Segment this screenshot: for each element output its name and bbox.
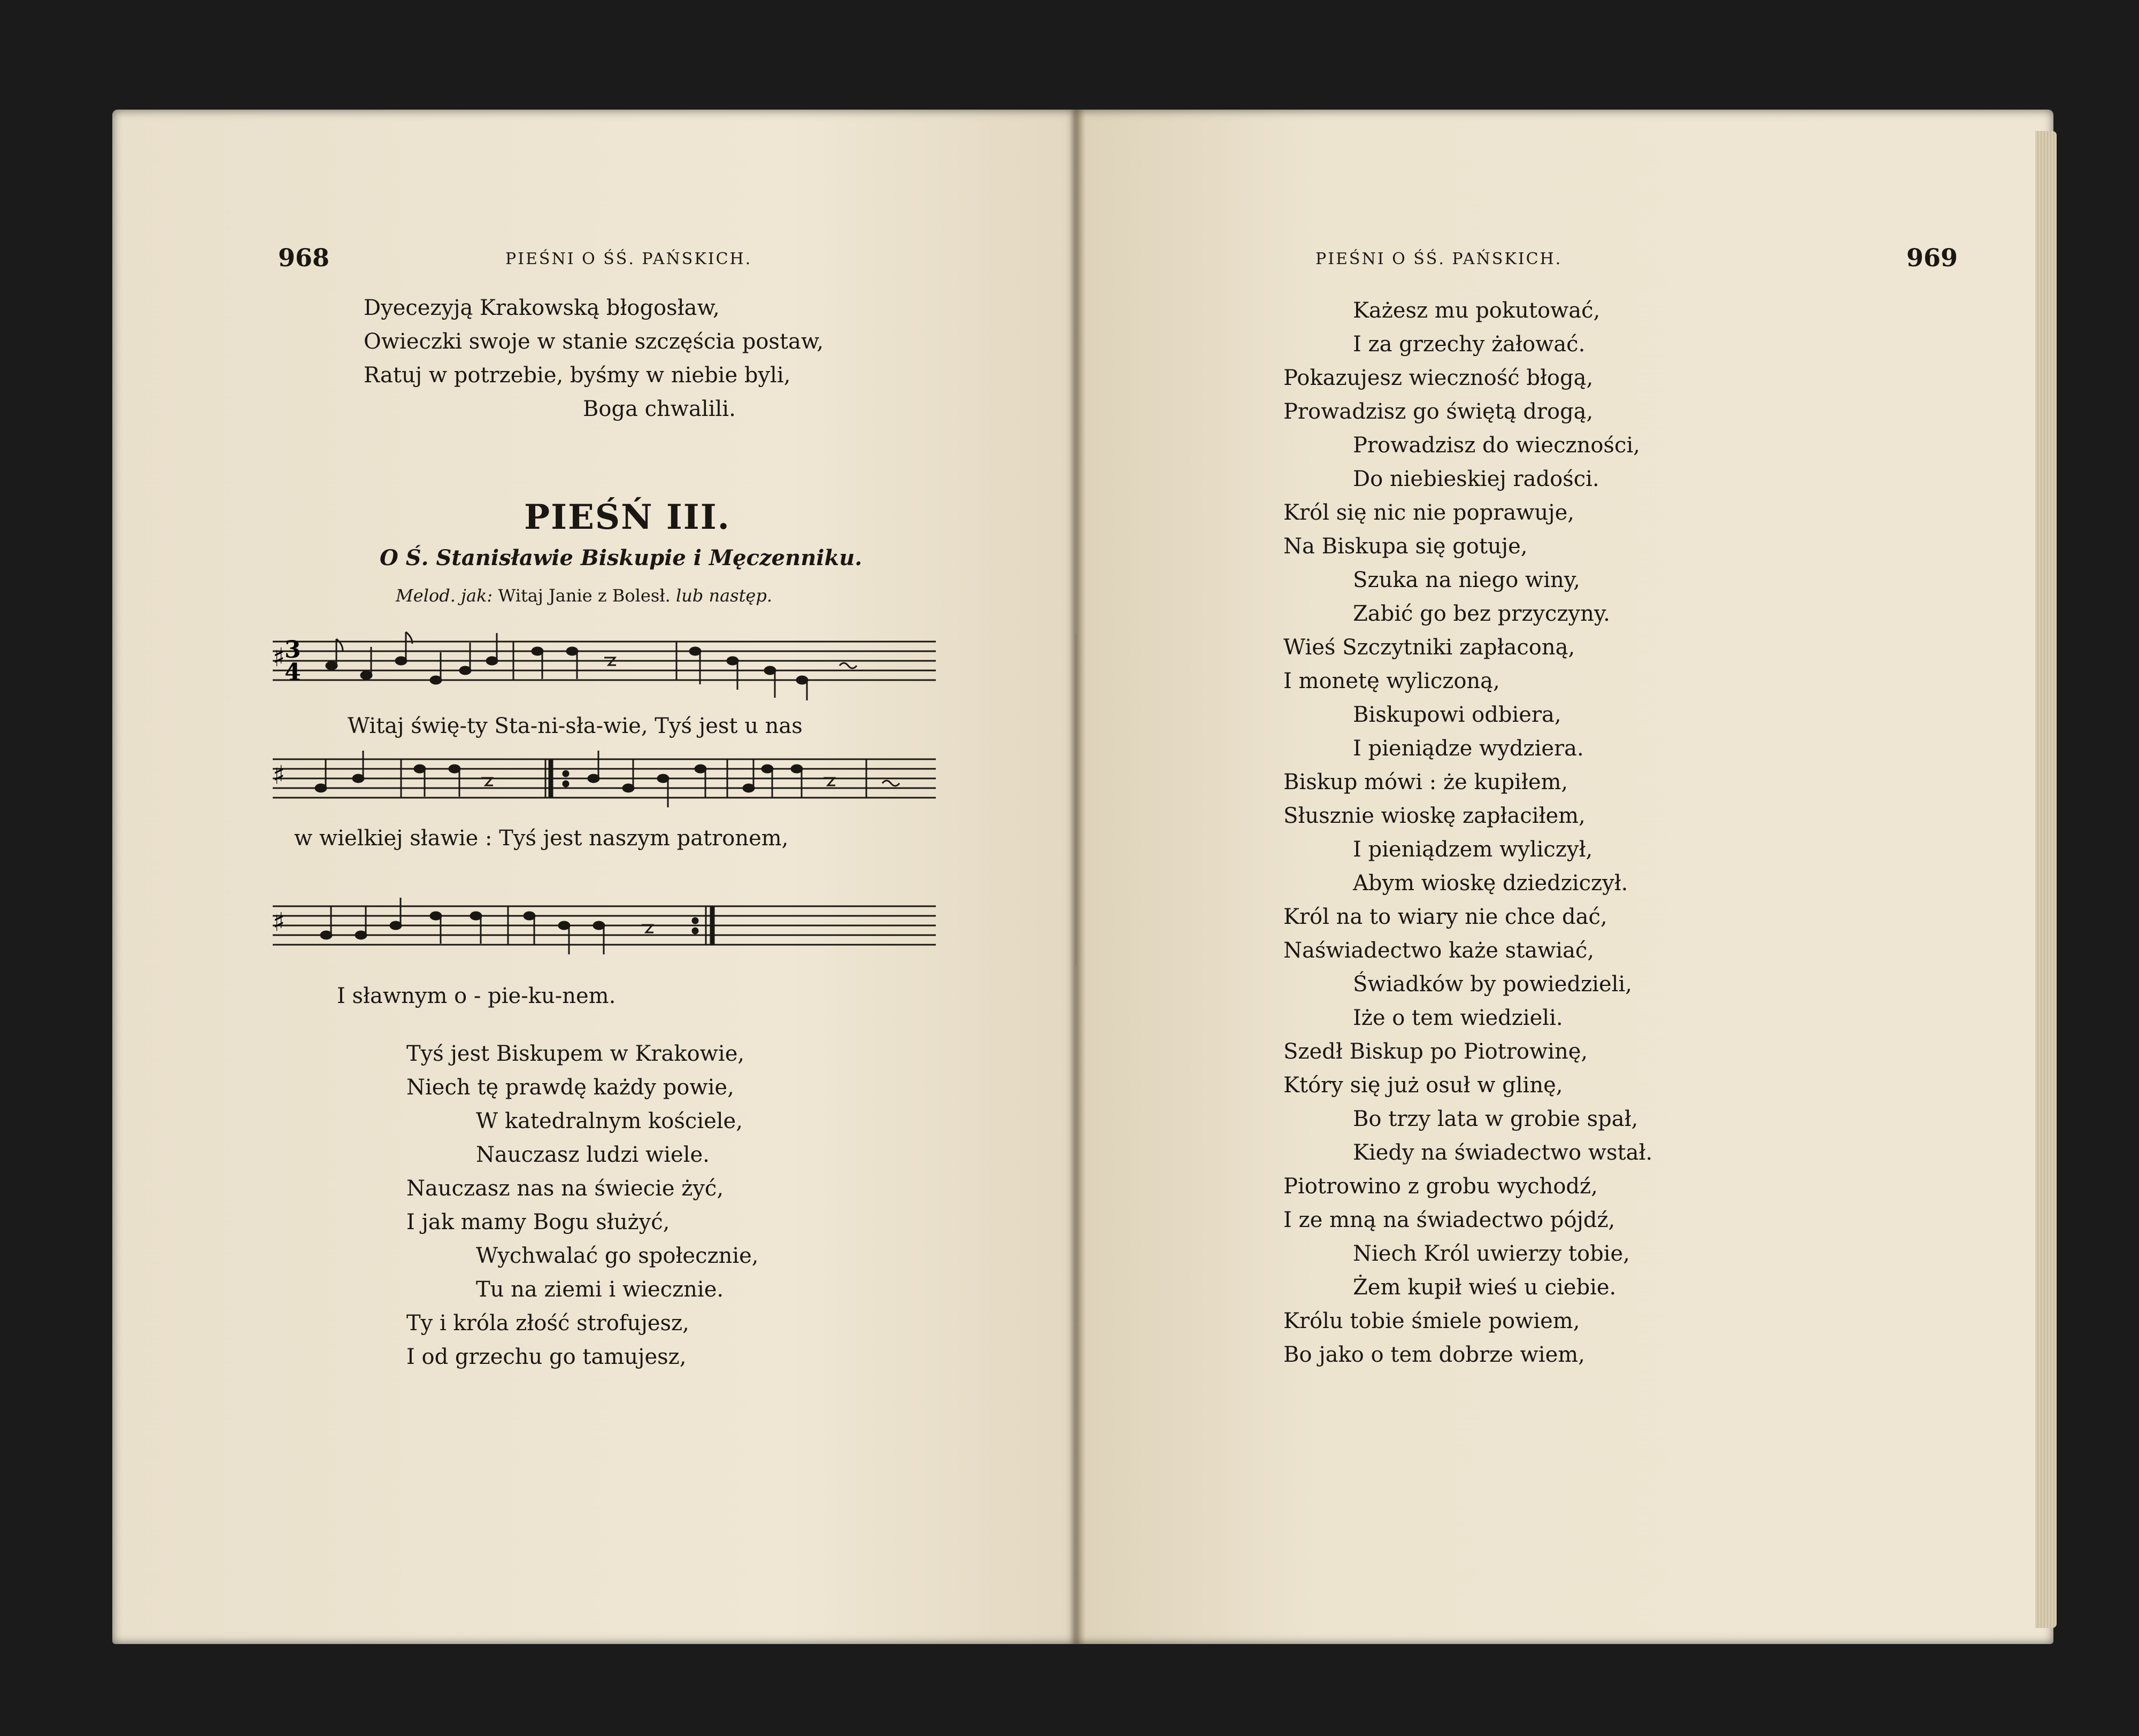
running-head-right: PIEŚNI O ŚŚ. PAŃSKICH. [1315, 250, 1563, 268]
verse-line: Iże o tem wiedzieli. [1353, 1006, 1563, 1030]
verse-line: Szuka na niego winy, [1353, 568, 1580, 592]
running-head-left: PIEŚNI O ŚŚ. PAŃSKICH. [505, 250, 752, 268]
verse-line: Niech tę prawdę każdy powie, [406, 1075, 734, 1100]
verse-line: W katedralnym kościele, [476, 1109, 743, 1133]
verse-line: Świadków by powiedzieli, [1353, 972, 1632, 997]
verse-line: Ratuj w potrzebie, byśmy w niebie byli, [364, 363, 791, 388]
verse-line: Król się nic nie poprawuje, [1283, 500, 1574, 525]
lyric-line-1: Witaj świę-ty Sta-ni-sła-wie, Tyś jest u nas [348, 714, 803, 738]
verse-line: I monetę wyliczoną, [1283, 669, 1500, 693]
verse-line: Naświadectwo każe stawiać, [1283, 938, 1595, 963]
verse-line: Biskupowi odbiera, [1353, 703, 1561, 727]
verse-line: Piotrowino z grobu wychodź, [1283, 1174, 1598, 1199]
verse-line: Który się już osuł w glinę, [1283, 1073, 1563, 1098]
verse-line: I ze mną na świadectwo pójdź, [1283, 1208, 1615, 1232]
verse-line: Królu tobie śmiele powiem, [1283, 1309, 1580, 1333]
time-sig-bottom: 4 [284, 659, 301, 686]
verse-line: Prowadzisz go świętą drogą, [1283, 399, 1594, 424]
melody-text: Witaj Janie z Bolesł. [498, 585, 671, 606]
verse-line: Prowadzisz do wieczności, [1353, 433, 1640, 458]
verse-line: Każesz mu pokutować, [1353, 298, 1601, 323]
music-staff-1 [273, 631, 936, 706]
verse-line: Żem kupił wieś u ciebie. [1353, 1275, 1617, 1300]
verse-line: Ty i króla złość strofujesz, [406, 1311, 689, 1336]
music-staff-2 [273, 749, 936, 823]
verse-line: Zabić go bez przyczyny. [1353, 601, 1610, 626]
verse-line: Do niebieskiej radości. [1353, 467, 1599, 491]
song-subtitle: O Ś. Stanisławie Biskupie i Męczenniku. [380, 545, 863, 570]
time-sig-top: 3 [284, 636, 301, 663]
verse-line: Kiedy na świadectwo wstał. [1353, 1140, 1653, 1165]
verse-line: I pieniądze wydziera. [1353, 736, 1584, 761]
verse-line: Boga chwalili. [583, 397, 736, 421]
verse-line: Niech Król uwierzy tobie, [1353, 1241, 1630, 1266]
melody-note [396, 585, 772, 606]
page-edges [2035, 131, 2057, 1628]
open-book [112, 110, 2053, 1649]
book-gutter [1070, 110, 1086, 1644]
verse-line: Nauczasz nas na świecie żyć, [406, 1176, 724, 1201]
verse-line: Bo jako o tem dobrze wiem, [1283, 1342, 1585, 1367]
verse-line: Słusznie wioskę zapłaciłem, [1283, 804, 1586, 828]
verse-line: Dyecezyją Krakowską błogosław, [364, 296, 720, 320]
verse-line: Bo trzy lata w grobie spał, [1353, 1107, 1638, 1131]
verse-line: Biskup mówi : że kupiłem, [1283, 770, 1568, 794]
verse-line: Tyś jest Biskupem w Krakowie, [406, 1041, 745, 1066]
sharp-sign: ♯ [273, 760, 286, 790]
opening-verse [364, 291, 824, 426]
page-number-left: 968 [278, 243, 330, 272]
verse-line: Tu na ziemi i wiecznie. [476, 1277, 724, 1302]
page-number-right: 969 [1906, 243, 1958, 272]
music-staff-3 [273, 896, 936, 970]
stanza-verse [406, 1037, 759, 1374]
left-page [112, 110, 1075, 1644]
right-verse [1283, 294, 1652, 1372]
verse-line: Wychwalać go społecznie, [476, 1244, 759, 1268]
right-page [1075, 110, 2053, 1644]
verse-line: I od grzechu go tamujesz, [406, 1345, 687, 1369]
verse-line: I za grzechy żałować. [1353, 332, 1586, 357]
melody-prefix: Melod. jak: [396, 585, 493, 606]
sharp-sign: ♯ [273, 907, 286, 937]
verse-line: Owieczki swoje w stanie szczęścia postaw, [364, 329, 824, 354]
song-title: PIEŚŃ III. [524, 497, 730, 537]
verse-line: Na Biskupa się gotuje, [1283, 534, 1528, 559]
gutter-crease [1075, 634, 1077, 965]
sharp-sign: ♯ [273, 643, 286, 673]
verse-line: Król na to wiary nie chce dać, [1283, 905, 1607, 929]
melody-suffix: lub następ. [675, 585, 773, 606]
lyric-line-2: w wielkiej sławie : Tyś jest naszym patronem, [294, 826, 789, 851]
verse-line: Wieś Szczytniki zapłaconą, [1283, 635, 1575, 660]
verse-line: Nauczasz ludzi wiele. [476, 1143, 710, 1167]
verse-line: Szedł Biskup po Piotrowinę, [1283, 1039, 1588, 1064]
verse-line: I pieniądzem wyliczył, [1353, 837, 1593, 862]
verse-line: I jak mamy Bogu służyć, [406, 1210, 670, 1235]
verse-line: Abym wioskę dziedziczył. [1353, 871, 1628, 896]
verse-line: Pokazujesz wieczność błogą, [1283, 366, 1594, 390]
lyric-line-3: I sławnym o - pie-ku-nem. [337, 984, 616, 1008]
